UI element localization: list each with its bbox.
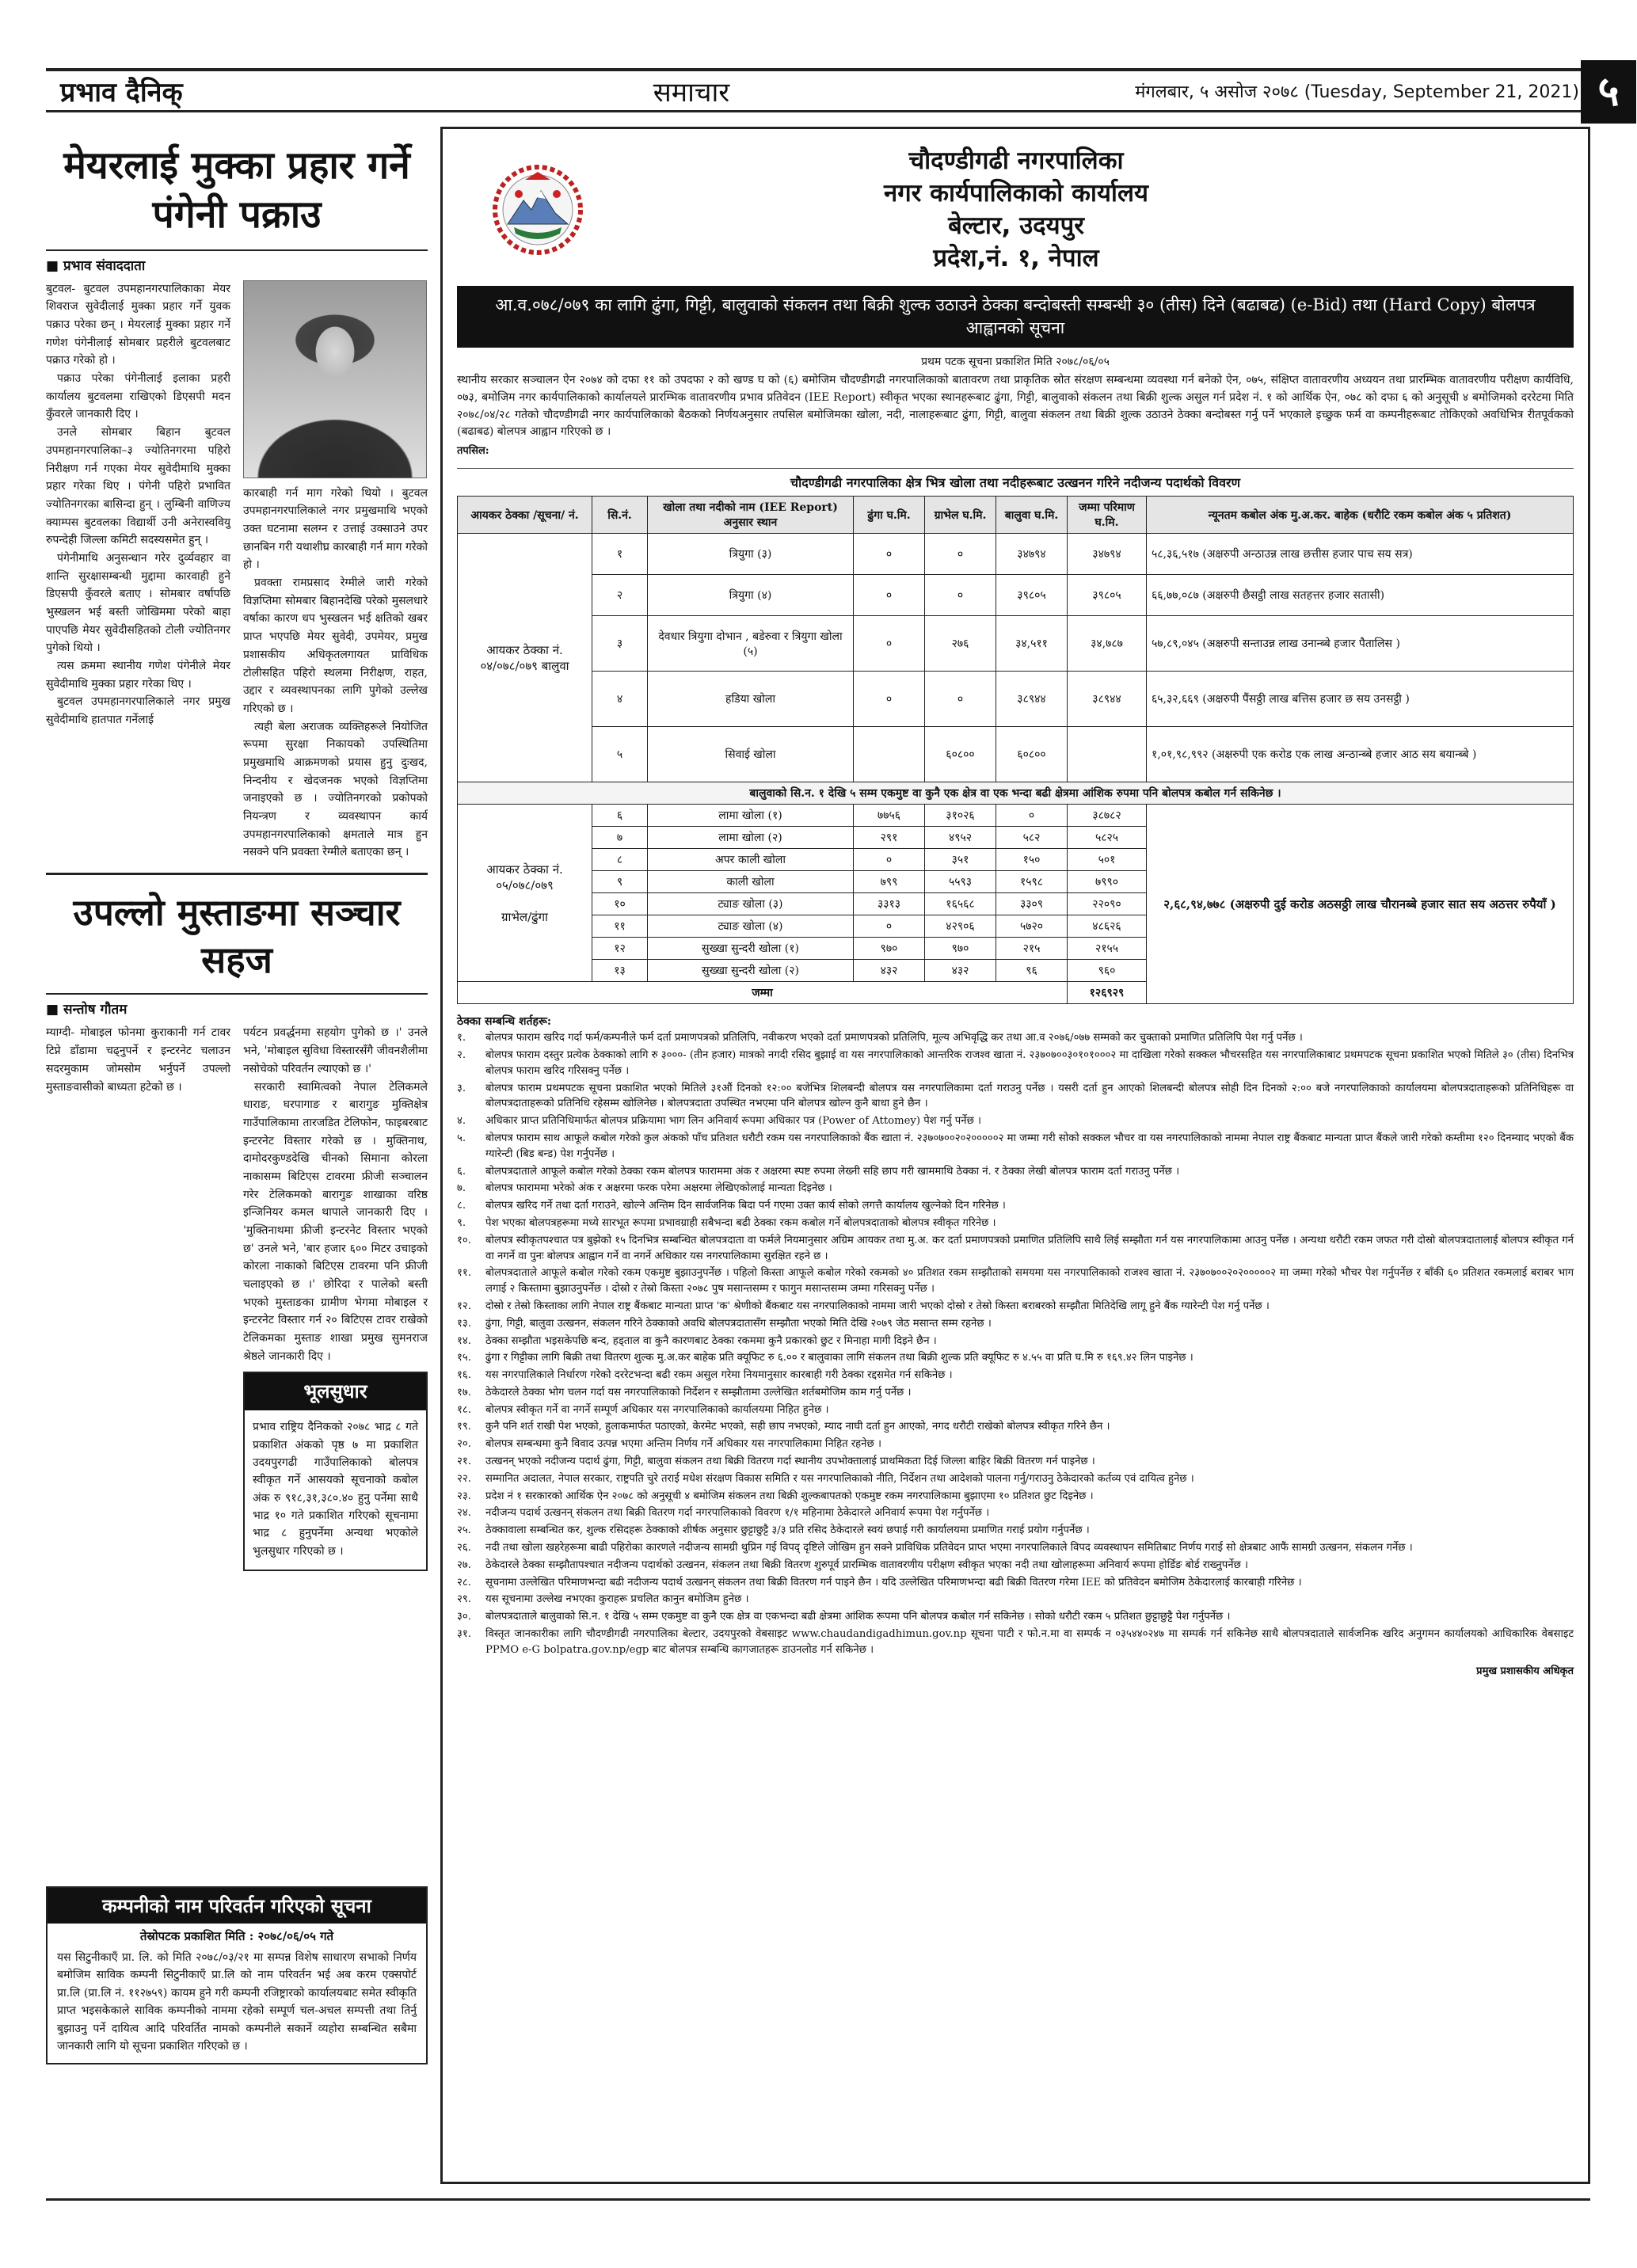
table-cell: ६ bbox=[592, 805, 648, 827]
table-cell: ट्याङ खोला (४) bbox=[648, 915, 854, 938]
table-cell: ६६,७७,०८७ (अक्षरुपी छैसट्ठी लाख सतहत्तर हजार सतासी) bbox=[1147, 575, 1574, 616]
group2-label-a: आयकर ठेक्का नं. ०५/०७८/०७९ bbox=[486, 862, 563, 892]
term-text: बोलपत्र फाराममा भरेको अंक र अक्षरमा फरक परेमा अक्षरमा लेखिएकोलाई मान्यता दिइनेछ । bbox=[485, 1182, 832, 1195]
table-row bbox=[458, 534, 1574, 575]
term-number: ९. bbox=[457, 1216, 466, 1229]
table-cell: ट्याङ खोला (३) bbox=[648, 893, 854, 915]
term-number: ८. bbox=[457, 1200, 466, 1212]
term-item bbox=[457, 1198, 1574, 1214]
story2-body bbox=[46, 1024, 428, 1571]
tender-header bbox=[457, 145, 1574, 275]
term-number: २३. bbox=[457, 1490, 471, 1502]
table-cell: १ bbox=[592, 534, 648, 575]
table-cell: ६०८०० bbox=[925, 727, 996, 782]
story2-col2 bbox=[243, 1024, 428, 1571]
table-cell: ७९९० bbox=[1068, 871, 1147, 893]
table-cell: ३ bbox=[592, 616, 648, 672]
tender-notice bbox=[440, 127, 1590, 2184]
paragraph: त्यस क्रममा स्थानीय गणेश पंगेनीले मेयर सुवेदीमाथि मुक्का प्रहार गरेका थिए । bbox=[46, 659, 230, 691]
table-cell: १,०१,९८,९९२ (अक्षरुपी एक करोड एक लाख अन्ठान्ब्बे हजार आठ सय बयान्ब्बे ) bbox=[1147, 727, 1574, 782]
table-cell: ४३२ bbox=[925, 960, 996, 982]
term-item bbox=[457, 1233, 1574, 1265]
table-cell: ० bbox=[996, 805, 1068, 827]
table-row bbox=[458, 727, 1574, 782]
table-cell: ९७० bbox=[854, 938, 925, 960]
total-value: १२६९२९ bbox=[1068, 982, 1147, 1004]
org-office: नगर कार्यपालिकाको कार्यालय bbox=[884, 178, 1148, 207]
term-item bbox=[457, 1609, 1574, 1625]
table-cell: २ bbox=[592, 575, 648, 616]
table-cell: ४ bbox=[592, 672, 648, 727]
term-text: बोलपत्रदाताले आफूले कबोल गरेको ठेक्का रकम बोलपत्र फाराममा अंक र अक्षरमा स्पष्ट रुपमा लेख्नी सहि छाप गरी खाममाथि ठेक्का नं. र ठेक्का लेखी बोलपत्र फाराम दर्ता गराउनु पर्नेछ । bbox=[485, 1165, 1180, 1178]
tender-title: आ.व.०७८/०७९ का लागि ढुंगा, गिट्टी, बालुवाको संकलन तथा बिक्री शुल्क उठाउने ठेक्का बन्दोबस्ती सम्बन्धी ३० (तीस) दिने (बढाबढ) (e-Bid) तथा (Hard Copy) बोलपत्र आह्वानको सूचना bbox=[457, 286, 1574, 348]
term-item bbox=[457, 1627, 1574, 1658]
term-text: दोस्रो र तेस्रो किस्ताका लागि नेपाल राष्ट्र बैंकबाट मान्यता प्राप्त 'क' श्रेणीको बैंकबाट यस नगरपालिकाको नाममा जारी भएको दोस्रो र तेस्रो किस्ता बराबरको सम्झौता मितिदेखि लागू हुने बैंक ग्यारेन्टी पेश गर्नु पर्नेछ । bbox=[485, 1300, 1270, 1312]
table-cell: १५० bbox=[996, 849, 1068, 871]
term-item bbox=[457, 1471, 1574, 1487]
tender-intro: स्थानीय सरकार सञ्चालन ऐन २०७४ को दफा ११ को उपदफा २ को खण्ड घ को (६) बमोजिम चौदण्डीगढी नगरपालिकाको बातावरण तथा प्राकृतिक स्रोत संरक्षण सम्बन्धमा व्यवस्था गर्न बनेको ऐन, ०७५, संक्षिप्त वातावरणीय अध्ययन तथा प्रारम्भिक वातावरणीय परीक्षण कार्यविधि, ०७३, बमोजिम नगर कार्यपालिकाको कार्यालयले प्रारम्भिक वातावरणीय प्रभाव प्रतिवेदन (IEE Report) स्वीकृत भएका स्थानहरूबाट ढुंगा, गिट्टी, बालुवाको संकलन तथा बिक्री शुल्क असुल गर्न प्रदेश नं. १ को आर्थिक ऐन, ०७८ को दफा ६ को अनुसूची ४ बमोजिमको दररेटमा मिति २०७८/०४/२८ गतेको चौदण्डीगढी नगर कार्यपालिकाको बैठकको निर्णयअनुसार तपसिल बमोजिमका खोला, नदी, नालाहरूबाट ढुंगा, गिट्टी, बालुवा संकलन तथा बिक्री शुल्क उठाउने ठेक्का बन्दोबस्त गर्नु पर्ने भएकाले इच्छुक फर्म वा कम्पनीहरूबाट तोकिएको अवधिभित्र रीतपूर्वकको (बढाबढ) बोलपत्र आह्वान गरिएको छ । bbox=[457, 374, 1574, 439]
term-item bbox=[457, 1489, 1574, 1505]
term-number: २७. bbox=[457, 1558, 471, 1571]
term-text: बोलपत्र खरिद गर्ने तथा दर्ता गराउने, खोल्ने अन्तिम दिन सार्वजनिक बिदा पर्न गएमा उक्त कार्य सोको लगत्तै कार्यालय खुल्नेको दिन गरिनेछ । bbox=[485, 1200, 1006, 1212]
paragraph: पर्यटन प्रवर्द्धनमा सहयोग पुगेको छ ।' उनले भने, 'मोबाइल सुविधा विस्तारसँगै जीवनशैलीमा नसोचेको परिवर्तन ल्याएको छ ।' bbox=[243, 1026, 428, 1075]
term-number: १९. bbox=[457, 1421, 471, 1433]
term-item bbox=[457, 1402, 1574, 1418]
table-cell: ४९५२ bbox=[925, 827, 996, 849]
term-text: बोलपत्र फाराम प्रथमपटक सूचना प्रकाशित भएको मितिले ३१औं दिनको १२:०० बजेभित्र शिलबन्दी बोलपत्र यस नगरपालिकामा दर्ता गराउनु पर्नेछ । यसरी दर्ता हुन आएको शिलबन्दी बोलपत्र सोही दिन दिनको २:०० बजे नगरपालिकाको कार्यालयमा बोलपत्रदाताहरूको प्रतिनिधिहरू वा बोलपत्रदाताहरूको प्रतिनिधि रहेसम्म खोलिनेछ । बोलपत्रदाता उपस्थित नभएमा पनि बोलपत्र खोल्न कुनै बाधा हुने छैन । bbox=[485, 1082, 1574, 1110]
table-cell: ४८६२६ bbox=[1068, 915, 1147, 938]
term-text: उत्खनन् भएको नदीजन्य पदार्थ ढुंगा, गिट्टी, बालुवा संकलन तथा बिक्री वितरण गर्दा स्थानीय उपभोक्तालाई प्राथमिकता दिई जिल्ला बाहिर बिक्री वितरण गर्न पाइनेछ । bbox=[485, 1456, 1095, 1468]
term-text: ठेकेदारले ठेक्का सम्झौतापश्चात नदीजन्य पदार्थको उत्खनन, संकलन तथा बिक्री वितरण शुरुपूर्व प्रारम्भिक वातावरणीय परीक्षण स्वीकृत भएका नदी तथा खोलाहरूमा अनिवार्य रूपमा होर्डिङ बोर्ड राख्नुपर्नेछ । bbox=[485, 1558, 1249, 1571]
term-text: बोलपत्र स्वीकृत गर्ने वा नगर्ने सम्पूर्ण अधिकार यस नगरपालिकाको कार्यालयमा निहित हुनेछ । bbox=[485, 1403, 829, 1416]
term-item bbox=[457, 1164, 1574, 1180]
story2-col1 bbox=[46, 1024, 230, 1571]
page-bottom-rule bbox=[46, 2198, 1590, 2201]
table-cell: लामा खोला (१) bbox=[648, 805, 854, 827]
column-header: न्यूनतम कबोल अंक मु.अ.कर. बाहेक (धरौटि रकम कबोल अंक ५ प्रतिशत) bbox=[1147, 497, 1574, 534]
table-cell: ६५,३२,६६९ (अक्षरुपी पैंसठ्ठी लाख बत्तिस हजार छ सय उनसट्ठी ) bbox=[1147, 672, 1574, 727]
table-row bbox=[458, 672, 1574, 727]
table-cell: ९६० bbox=[1068, 960, 1147, 982]
table-cell: ३३१३ bbox=[854, 893, 925, 915]
paragraph: म्याग्दी- मोबाइल फोनमा कुराकानी गर्न टावर टिप्ने डाँडामा चढ्नुपर्ने र इन्टरनेट चलाउन सदरमुकाम जोमसोम भर्नुपर्ने उपल्लो मुस्ताङवासीको बाध्यता हटेको छ । bbox=[46, 1026, 230, 1094]
table-cell: ३९८०५ bbox=[996, 575, 1068, 616]
table-row bbox=[458, 575, 1574, 616]
nepal-emblem-icon bbox=[490, 162, 585, 257]
term-number: १२. bbox=[457, 1300, 471, 1312]
table-cell bbox=[1068, 727, 1147, 782]
term-text: विस्तृत जानकारीका लागि चौदण्डीगढी नगरपालिका बेल्टार, उदयपुरको वेबसाइट www.chaudandigadhimun.gov.np सूचना पाटी र फो.न.मा वा सम्पर्क न ०३५४४०२४७ मा सम्पर्क गर्न सकिनेछ साथै बोलपत्रदाताले सार्वजनिक खरिद अनुगमन कार्यालयको आधिकारिक वेबसाइट PPMO e-G bolpatra.gov.np/egp बाट बोलपत्र सम्बन्धि कागजातहरू डाउनलोड गर्न सकिनेछ । bbox=[485, 1628, 1574, 1656]
table-cell: ० bbox=[854, 915, 925, 938]
term-number: १५. bbox=[457, 1352, 471, 1364]
term-number: २०. bbox=[457, 1438, 471, 1451]
table-cell: ९६ bbox=[996, 960, 1068, 982]
term-item bbox=[457, 1505, 1574, 1521]
term-item bbox=[457, 1558, 1574, 1574]
term-number: १७. bbox=[457, 1386, 471, 1398]
paragraph: पंगेनीमाथि अनुसन्धान गरेर दुर्व्यवहार वा शान्ति सुरक्षासम्बन्धी मुद्दामा कारवाही हुने डिएसपी कुँवरले बताए । सोमबार वर्षापछि भुस्खलन भई बस्ती जोखिममा परेको बाहा पाएपछि मेयर सुवेदीसहितको टोली ज्योतिनगर पुगेको थियो । bbox=[46, 551, 230, 655]
group2-label bbox=[458, 805, 592, 982]
table-cell: ३४७९४ bbox=[1068, 534, 1147, 575]
term-number: २. bbox=[457, 1048, 466, 1061]
org-name: चौदण्डीगढी नगरपालिका bbox=[908, 147, 1124, 175]
divider bbox=[46, 873, 428, 875]
table-cell: ७ bbox=[592, 827, 648, 849]
term-item bbox=[457, 1048, 1574, 1079]
term-text: यस सूचनामा उल्लेख नभएका कुराहरू प्रचलित कानुन बमोजिम हुनेछ । bbox=[485, 1593, 749, 1606]
table-cell: २१५५ bbox=[1068, 938, 1147, 960]
group2-label-b: ग्राभेल/ढुंगा bbox=[501, 909, 548, 924]
term-number: ४. bbox=[457, 1115, 466, 1128]
term-number: १०. bbox=[457, 1234, 471, 1246]
term-number: ३. bbox=[457, 1082, 466, 1094]
term-item bbox=[457, 1316, 1574, 1332]
term-item bbox=[457, 1299, 1574, 1315]
table-cell: देवधार त्रियुगा दोभान , बडेरुवा र त्रियुगा खोला (५) bbox=[648, 616, 854, 672]
term-text: बोलपत्र स्वीकृतपश्चात पत्र बुझेको १५ दिनभित्र सम्बन्धित बोलपत्रदाता वा फर्मले नियमानुसार अग्रिम आयकर तथा मु.अ. कर दर्ता प्रमाणपत्रको प्रमाणित प्रतिलिपि साथै लिई सम्झौता गर्न यस नगरपालिकामा आउनु पर्नेछ । अन्यथा धरौटी रकम जफत गरी दोस्रो बोलपत्रदातालाई बोलपत्र स्वीकृत गर्न वा नगर्ने वा पुनः बोलपत्र आह्वान गर्ने वा नगर्ने अधिकार यस नगरपालिकामा सुरक्षित रहने छ । bbox=[485, 1234, 1574, 1262]
term-number: २५. bbox=[457, 1524, 471, 1537]
term-number: ७. bbox=[457, 1182, 466, 1195]
mayor-attacker-photo bbox=[243, 280, 427, 478]
column-header: सि.नं. bbox=[592, 497, 648, 534]
table-cell: १५९८ bbox=[996, 871, 1068, 893]
table-cell: ० bbox=[925, 575, 996, 616]
term-item bbox=[457, 1419, 1574, 1435]
column-header: बालुवा घ.मि. bbox=[996, 497, 1068, 534]
terms-title: ठेक्का सम्बन्धि शर्तहरू: bbox=[457, 1015, 551, 1029]
paragraph: त्यही बेला अराजक व्यक्तिहरूले नियोजित रूपमा सुरक्षा निकायको उपस्थितिमा प्रमुखमाथि आक्रमणको प्रयास हुनु दुःखद, निन्दनीय र खेदजनक भएको विज्ञप्तिमा जनाइएको छ । ज्योतिनगरको प्रकोपको नियन्त्रण र व्यवस्थापन कार्य उपमहानगरपालिकाको क्षमताले मात्र हुन नसक्ने पनि प्रवक्ता रेग्मीले बताएका छन् । bbox=[243, 720, 428, 859]
term-number: २९. bbox=[457, 1593, 471, 1606]
term-text: ठेक्कावाला सम्बन्धित कर, शुल्क रसिदहरू ठेक्काको शीर्षक अनुसार छुट्टाछुट्टै ३/३ प्रति रसिद ठेकेदारले स्वयं छपाई गरी कार्यालयमा प्रमाणित गराई प्रयोग गर्नुपर्नेछ । bbox=[485, 1524, 1090, 1537]
total-label: जम्मा bbox=[458, 982, 1068, 1004]
term-item bbox=[457, 1181, 1574, 1197]
table-cell: ६०८०० bbox=[996, 727, 1068, 782]
correction-title: भूलसुधार bbox=[245, 1373, 426, 1410]
term-number: २२. bbox=[457, 1472, 471, 1485]
tender-organization bbox=[585, 145, 1447, 275]
term-number: २८. bbox=[457, 1576, 471, 1589]
tender-publish-date: प्रथम पटक सूचना प्रकाशित मिति २०७८/०६/०५ bbox=[921, 356, 1110, 369]
section-name: समाचार bbox=[653, 76, 730, 108]
table-cell: सिवाई खोला bbox=[648, 727, 854, 782]
term-text: पेश भएका बोलपत्रहरूमा मध्ये सारभूत रूपमा प्रभावग्राही सबैभन्दा बढी ठेक्का रकम कबोल गर्ने बोलपत्रदाताको बोलपत्र स्वीकृत गरिनेछ । bbox=[485, 1216, 996, 1229]
term-number: ३०. bbox=[457, 1611, 471, 1623]
table-cell: ५८,३६,५१७ (अक्षरुपी अन्ठाउन्न लाख छत्तीस हजार पाच सय सत्र) bbox=[1147, 534, 1574, 575]
table-cell: १० bbox=[592, 893, 648, 915]
story1-col2 bbox=[243, 280, 428, 862]
table-cell: सुख्खा सुन्दरी खोला (२) bbox=[648, 960, 854, 982]
term-number: २१. bbox=[457, 1456, 471, 1468]
table-cell: सुख्खा सुन्दरी खोला (१) bbox=[648, 938, 854, 960]
signature: प्रमुख प्रशासकीय अधिकृत bbox=[1476, 1665, 1574, 1677]
table-cell: ३४,७८७ bbox=[1068, 616, 1147, 672]
table-cell: ५७,८९,०४५ (अक्षरुपी सन्ताउन्न लाख उनान्ब्बे हजार पैतालिस ) bbox=[1147, 616, 1574, 672]
term-item bbox=[457, 1454, 1574, 1470]
terms-list bbox=[457, 1030, 1574, 1657]
paragraph: उनले सोमबार बिहान बुटवल उपमहानगरपालिका–३ ज्योतिनगरमा पहिरो निरीक्षण गर्न गएका मेयर सुवेदीमाथि मुक्का प्रहार गरेका थिए । पंगेनी पहिरो प्रभावित ज्योतिनगरका बासिन्दा हुन् । लुम्बिनी वाणिज्य क्याम्पस बुटवलका विद्यार्थी उनी अनेरास्ववियु रुपन्देही जिल्ला कमिटी सदस्यसमेत हुन् । bbox=[46, 426, 230, 547]
term-text: बोलपत्र फाराम साथ आफूले कबोल गरेको कुल अंकको पाँच प्रतिशत धरौटी रकम यस नगरपालिकाको बैंक खाता नं. २३७०७००२०२०००००२ मा जम्मा गरी सोको सक्कल भौचर वा यस नगरपालिकाको नाममा नेपाल राष्ट्र बैंकबाट मान्यता प्राप्त बैंकले जारी गरेको कम्तीमा १२० दिनम्याद भएको बैंक ग्यारेन्टी (बिड बन्ड) पेश गर्नुपर्नेछ । bbox=[485, 1132, 1574, 1160]
org-address: बेल्टार, उदयपुर bbox=[948, 211, 1084, 240]
term-text: ठेक्का सम्झौता भइसकेपछि बन्द, हड्ताल वा कुनै कारणबाट ठेक्का रकममा कुनै प्रकारको छुट र मिनाहा मागी दिइने छैन । bbox=[485, 1334, 937, 1347]
table-cell: ७९९ bbox=[854, 871, 925, 893]
table-cell: ३८७८२ bbox=[1068, 805, 1147, 827]
term-number: ५. bbox=[457, 1132, 466, 1144]
table-row bbox=[458, 805, 1574, 827]
table-cell: ५८२ bbox=[996, 827, 1068, 849]
term-number: २६. bbox=[457, 1542, 471, 1554]
story1-headline: मेयरलाई मुक्का प्रहार गर्ने पंगेनी पक्राउ bbox=[63, 143, 410, 238]
term-item bbox=[457, 1523, 1574, 1539]
masthead bbox=[46, 68, 1620, 116]
term-item bbox=[457, 1131, 1574, 1163]
term-item bbox=[457, 1575, 1574, 1591]
table-cell: ० bbox=[925, 672, 996, 727]
table-cell: ० bbox=[854, 616, 925, 672]
table-cell: ९७० bbox=[925, 938, 996, 960]
paragraph: बुटवल उपमहानगरपालिकाले नगर प्रमुख सुवेदीमाथि हातपात गर्नेलाई bbox=[46, 695, 230, 726]
correction-box bbox=[243, 1372, 428, 1571]
table-cell: ११ bbox=[592, 915, 648, 938]
term-number: १४. bbox=[457, 1334, 471, 1347]
table-cell: ५०१ bbox=[1068, 849, 1147, 871]
table-cell: ३५१ bbox=[925, 849, 996, 871]
term-text: यस नगरपालिकाले निर्धारण गरेको दररेटभन्दा बढी रकम असुल गरेमा नियमानुसार कारबाही गरी ठेक्का रद्दसमेत गर्न सकिनेछ । bbox=[485, 1369, 953, 1382]
table-cell: ५ bbox=[592, 727, 648, 782]
tender-table bbox=[457, 496, 1574, 1004]
term-text: ठेकेदारले ठेक्का भोग चलन गर्दा यस नगरपालिकाको निर्देशन र सम्झौतामा उल्लेखित शर्तबमोजिम काम गर्नु पर्नेछ । bbox=[485, 1386, 912, 1398]
table-cell: ४३२ bbox=[854, 960, 925, 982]
term-text: बोलपत्र फाराम दस्तुर प्रत्येक ठेक्काको लागि रु ३०००- (तीन हजार) मात्रको नगदी रसिद बुझाई वा यस नगरपालिकाको आन्तरिक राजश्व खाता नं. २३७०७००३०१०१०००२ मा दाखिला गरेको सक्कल भौचरसहित यस नगरपालिकाबाट प्रथमपटक सूचना प्रकाशित भएको मितिले ३० (तीस) दिनभित्र बोलपत्र फाराम खरिद गरिसक्नु पर्नेछ । bbox=[485, 1048, 1574, 1077]
table-cell: ० bbox=[854, 534, 925, 575]
term-number: १८. bbox=[457, 1403, 471, 1416]
issue-date: मंगलबार, ५ असोज २०७८ (Tuesday, September 21, 2021) bbox=[1135, 82, 1579, 102]
term-text: सूचनामा उल्लेखित परिमाणभन्दा बढी नदीजन्य पदार्थ उत्खनन् संकलन तथा बिक्री वितरण गर्न पाइने छैन । यदि उल्लेखित परिमाणभन्दा बढी बिक्री वितरण गरेमा IEE को प्रतिवेदन बमोजिम ठेकेदारलाई कारबाही गरिनेछ । bbox=[485, 1576, 1302, 1589]
table-cell: ० bbox=[925, 534, 996, 575]
tender-intro-tail: तपसिल: bbox=[457, 445, 489, 458]
term-text: सम्मानित अदालत, नेपाल सरकार, राष्ट्रपति चुरे तराई मधेश संरक्षण विकास समिति र यस नगरपालिकाको नीति, निर्देशन तथा आदेशको पालना गर्नु/गराउनु ठेकेदारको कर्तव्य एवं दायित्व हुनेछ । bbox=[485, 1472, 1194, 1485]
term-item bbox=[457, 1592, 1574, 1608]
table-cell: ० bbox=[854, 849, 925, 871]
column-header: ग्राभेल घ.मि. bbox=[925, 497, 996, 534]
table-cell: ० bbox=[854, 672, 925, 727]
term-item bbox=[457, 1216, 1574, 1231]
term-item bbox=[457, 1385, 1574, 1401]
table-note-row bbox=[458, 782, 1574, 805]
table-cell: १६५६८ bbox=[925, 893, 996, 915]
term-item bbox=[457, 1113, 1574, 1129]
paragraph: प्रवक्ता रामप्रसाद रेग्मीले जारी गरेको विज्ञप्तिमा सोमबार बिहानदेखि परेको मुसलधारे वर्षाका कारण धप भुस्खलन भई क्षतिको खबर प्राप्त भएपछि मेयर सुवेदी, उपमेयर, प्रमुख प्रशासकीय अधिकृतलगायत प्राविधिक टोलीसहित पहिरो स्थलमा निरीक्षण, राहत, उद्दार र व्यवस्थापनका लागि पुगेको उल्लेख गरिएको छ । bbox=[243, 577, 428, 715]
term-text: बोलपत्र सम्बन्धमा कुनै विवाद उत्पन्न भएमा अन्तिम निर्णय गर्ने अधिकार यस नगरपालिकामा निहित रहनेछ । bbox=[485, 1438, 881, 1451]
term-text: ढुंगा, गिट्टी, बालुवा उत्खनन, संकलन गरिने ठेक्काको अवधि बोलपत्रदातासँग सम्झौता भएको मिति देखि २०७९ जेठ मसान्त सम्म रहनेछ । bbox=[485, 1317, 992, 1330]
paragraph: कारबाही गर्न माग गरेको थियो । बुटवल उपमहानगरपालिकाले नगर प्रमुखमाथि भएको उक्त घटनामा सलग्न र उत्ताई उक्साउने उपर छानबिन गरी यथाशीघ्र कारबाही गर्न माग गरेको हो । bbox=[243, 486, 428, 572]
table-cell: ३८९४४ bbox=[996, 672, 1068, 727]
table-cell: १३ bbox=[592, 960, 648, 982]
term-item bbox=[457, 1368, 1574, 1383]
table-cell: ५७२० bbox=[996, 915, 1068, 938]
table-cell: ० bbox=[854, 575, 925, 616]
term-text: बोलपत्र फाराम खरिद गर्दा फर्म/कम्पनीले फर्म दर्ता प्रमाणपत्रको प्रतिलिपि, नवीकरण भएको दर्ता प्रमाणपत्रको प्रतिलिपि, मूल्य अभिवृद्धि कर तथा आ.व २०७६/०७७ सम्मको कर चुक्ताको प्रमाणित प्रतिलिपि पेश गर्नु पर्नेछ । bbox=[485, 1032, 1303, 1045]
term-item bbox=[457, 1334, 1574, 1349]
table-cell: २९१ bbox=[854, 827, 925, 849]
term-number: ११. bbox=[457, 1267, 471, 1280]
table-cell: लामा खोला (२) bbox=[648, 827, 854, 849]
story1-byline: ■ प्रभाव संवाददाता bbox=[46, 249, 428, 274]
column-header: जम्मा परिमाण घ.मि. bbox=[1068, 497, 1147, 534]
table-cell: २७६ bbox=[925, 616, 996, 672]
table-cell: २२०९० bbox=[1068, 893, 1147, 915]
term-item bbox=[457, 1540, 1574, 1556]
table-cell: ५८२५ bbox=[1068, 827, 1147, 849]
term-text: कुनै पनि शर्त राखी पेश भएको, हुलाकमार्फत पठाएको, केरमेट भएको, सही छाप नभएको, म्याद नाघी दर्ता हुन आएको, नगद धरौटी राखेको बोलपत्र स्वीकृत गरिने छैन । bbox=[485, 1421, 1110, 1433]
mid-note: बालुवाको सि.न. १ देखि ५ सम्म एकमुष्ट वा कुनै एक क्षेत्र वा एक भन्दा बढी क्षेत्रमा आंशिक रुपमा पनि बोलपत्र कबोल गर्न सकिनेछ । bbox=[458, 782, 1574, 805]
story2-headline: उपल्लो मुस्ताङमा सञ्चार सहज bbox=[73, 890, 401, 981]
term-item bbox=[457, 1265, 1574, 1297]
group1-label: आयकर ठेक्का नं. ०४/०७८/०७९ बालुवा bbox=[458, 534, 592, 782]
table-cell: ३३०९ bbox=[996, 893, 1068, 915]
table-cell: ९ bbox=[592, 871, 648, 893]
table-cell: ८ bbox=[592, 849, 648, 871]
table-cell: काली खोला bbox=[648, 871, 854, 893]
term-text: प्रदेश नं १ सरकारको आर्थिक ऐन २०७८ को अनुसूची ४ बमोजिम संकलन तथा बिक्री शुल्कबापतको एकमुष्ट रकम नगरपालिकामा बुझाएमा १० प्रतिशत छुट दिइनेछ । bbox=[485, 1490, 1094, 1502]
page-number: ५ bbox=[1581, 60, 1636, 124]
table-cell: ३१०२६ bbox=[925, 805, 996, 827]
table-cell: ३४,५११ bbox=[996, 616, 1068, 672]
term-text: ढुंगा र गिट्टीका लागि बिक्री तथा वितरण शुल्क मु.अ.कर बाहेक प्रति क्यूफिट रु ६.०० र बालुवाका लागि संकलन तथा बिक्री शुल्क प्रति क्यूफिट रु ४.५५ वा प्रति घ.मि रु १६९.४२ लिन पाइनेछ । bbox=[485, 1352, 1193, 1364]
org-province: प्रदेश,नं. १, नेपाल bbox=[933, 243, 1099, 272]
column-header: आयकर ठेक्का /सूचना/ नं. bbox=[458, 497, 592, 534]
table-cell bbox=[854, 727, 925, 782]
table-cell: ७७५६ bbox=[854, 805, 925, 827]
term-text: बोलपत्रदाताले बालुवाको सि.न. १ देखि ५ सम्म एकमुष्ट वा कुनै एक क्षेत्र वा एकभन्दा बढी क्षेत्रमा आंशिक रूपमा पनि बोलपत्र कबोल गर्न सकिनेछ । सोको धरौटी रकम ५ प्रतिशत छुट्टाछुट्टै पेश गर्नुपर्नेछ । bbox=[485, 1611, 1231, 1623]
term-text: नदी तथा खोला खहरेहरूमा बाढी पहिरोका कारणले नदीजन्य सामग्री थुप्रिन गई विपद् दृष्टिले जोखिम हुन सक्ने प्राविधिक प्रतिवेदन प्राप्त भएमा नगरपालिकाले विपद व्यवस्थापन समितिबाट निर्णय गराई सो क्षेत्रबाट आफैं सामग्री उत्खनन, संकलन गर्नेछ । bbox=[485, 1542, 1413, 1554]
newspaper-brand: प्रभाव दैनिक् bbox=[60, 76, 183, 108]
term-number: १. bbox=[457, 1032, 466, 1045]
table-cell: ४२९०६ bbox=[925, 915, 996, 938]
table-cell: त्रियुगा (३) bbox=[648, 534, 854, 575]
news-column bbox=[46, 127, 428, 1571]
paragraph: पक्राउ परेका पंगेनीलाई इलाका प्रहरी कार्यालय बुटवलमा राखिएको डिएसपी मदन कुँवरले जानकारी दिए । bbox=[46, 372, 230, 421]
term-number: ३१. bbox=[457, 1628, 471, 1641]
name-change-date: तेस्रोपटक प्रकाशित मिति : २०७८/०६/०५ गते bbox=[139, 1929, 334, 1943]
table-cell: ५५९३ bbox=[925, 871, 996, 893]
term-number: १६. bbox=[457, 1369, 471, 1382]
term-text: बोलपत्रदाताले आफूले कबोल गरेको रकम एकमुष्ट बुझाउनुपर्नेछ । पहिलो किस्ता आफूले कबोल गरेको रकमको ४० प्रतिशत रकम सम्झौताको समयमा यस नगरपालिकाको राजश्व खाता नं. २३७०७००२०२०००००२ मा जम्मा गरेको भौचर पेश गर्नुपर्नेछ र बाँकी ६० प्रतिशत रकमलाई बराबर भाग लगाई २ किस्तामा बुझाउनुपर्नेछ । दोस्रो र तेस्रो किस्ता २०७८ पुष मसान्तसम्म र फागुन मसान्तसम्म जम्मा गरिसक्नु पर्नेछ । bbox=[485, 1267, 1574, 1296]
table-cell: १२ bbox=[592, 938, 648, 960]
term-item bbox=[457, 1030, 1574, 1046]
term-text: नदीजन्य पदार्थ उत्खनन् संकलन तथा बिक्री वितरण गर्दा नगरपालिकाको विवरण १/१ महिनामा ठेकेदारले अनिवार्य रूपमा पेश गर्नुपर्नेछ । bbox=[485, 1507, 990, 1520]
name-change-notice bbox=[46, 1886, 428, 2064]
table-cell: अपर काली खोला bbox=[648, 849, 854, 871]
table-row bbox=[458, 616, 1574, 672]
term-number: २४. bbox=[457, 1507, 471, 1520]
term-item bbox=[457, 1437, 1574, 1452]
term-number: १३. bbox=[457, 1317, 471, 1330]
table-title: चौदण्डीगढी नगरपालिका क्षेत्र भित्र खोला तथा नदीहरूबाट उत्खनन गरिने नदीजन्य पदार्थको विवरण bbox=[457, 468, 1574, 496]
term-text: अधिकार प्राप्त प्रतिनिधिमार्फत बोलपत्र प्रक्रियामा भाग लिन अनिवार्य रूपमा अधिकार पत्र (Power of Attomey) पेश गर्नु पर्नेछ । bbox=[485, 1115, 982, 1128]
column-header: ढुंगा घ.मि. bbox=[854, 497, 925, 534]
name-change-body: यस सिटुनीकाएँ प्रा. लि. को मिति २०७८/०३/२१ मा सम्पन्न विशेष साधारण सभाको निर्णय बमोजिम साविक कम्पनी सिटुनीकाएँ प्रा.लि को नाम परिवर्तन भई अब करम एक्सपोर्ट प्रा.लि (प्रा.लि नं. ११२७५९) कायम हुने गरी कम्पनी रजिष्ट्रारको कार्यालयबाट समेत स्वीकृति प्राप्त भइसकेकाले साविक कम्पनीको नाममा रहेको सम्पूर्ण चल-अचल सम्पत्ती तथा तिर्नु बुझाउनु पर्ने दायित्व आदि परिवर्तित नामको कम्पनीले सकार्ने व्यहोरा सम्बन्धित सबैमा जानकारी लागि यो सूचना प्रकाशित गरिएको छ । bbox=[57, 1951, 417, 2053]
term-number: ६. bbox=[457, 1165, 466, 1178]
column-header: खोला तथा नदीको नाम (IEE Report) अनुसार स्थान bbox=[648, 497, 854, 534]
table-cell: ३९८०५ bbox=[1068, 575, 1147, 616]
name-change-title: कम्पनीको नाम परिवर्तन गरिएको सूचना bbox=[48, 1888, 426, 1924]
story1-body bbox=[46, 280, 428, 862]
correction-body: प्रभाव राष्ट्रिय दैनिकको २०७८ भाद्र ८ गते प्रकाशित अंकको पृष्ठ ७ मा प्रकाशित उदयपुरगढी गाउँपालिकाको बोलपत्र स्वीकृत गर्ने आसयको सूचनाको कबोल अंक रु ९१८,३१,३८०.४० हुनु पर्नेमा साथै भाद्र १० गते प्रकाशित गरिएको सूचनामा भाद्र ८ हुनुपर्नेमा अन्यथा भएकोले भुलसुधार गरिएको छ । bbox=[253, 1421, 418, 1558]
table-cell: ३८९४४ bbox=[1068, 672, 1147, 727]
story2-byline: ■ सन्तोष गौतम bbox=[46, 993, 428, 1018]
table-header-row bbox=[458, 497, 1574, 534]
table-cell: ३४७९४ bbox=[996, 534, 1068, 575]
paragraph: बुटवल- बुटवल उपमहानगरपालिकाका मेयर शिवराज सुवेदीलाई मुक्का प्रहार गर्ने युवक पक्राउ परेका छन् । मेयरलाई मुक्का प्रहार गर्ने गणेश पंगेनीलाई सोमबार प्रहरीले बुटवलबाट पक्राउ गरेको हो । bbox=[46, 282, 230, 367]
story1-col1 bbox=[46, 280, 230, 862]
term-item bbox=[457, 1350, 1574, 1366]
paragraph: सरकारी स्वामित्वको नेपाल टेलिकमले धाराङ, घरपागाङ र बारागुङ मुक्तिक्षेत्र गाउँपालिकामा तारजडित टेलिफोन, फाइबरबाट इन्टरनेट विस्तार गरेको छ । मुक्तिनाथ, दामोदरकुण्डदेखि चीनको सिमाना कोरला नाकासम्म बिटिएस टावरमा फ्रीजी सञ्चालन गरेर टेलिकमको बारागुङ शाखाका वरिष्ठ इन्जिनियर कमल थापाले जानकारी दिए । 'मुक्तिनाथमा फ्रीजी इन्टरनेट विस्तार भएको छ' उनले भने, 'बार हजार ६०० मिटर उचाइको कोरला नाकाको बिटिएस टावरमा पनि फ्रीजी चलाइएको छ ।' छोरिदा र पालेको बस्ती भएको मुस्ताङका ग्रामीण भेगमा मोबाइल र इन्टरनेट विस्तार गर्न २० बिटिएस टावर राखेको टेलिकमका मुस्ताङ शाखा प्रमुख सुमनराज श्रेष्ठले जानकारी दिए । bbox=[243, 1080, 428, 1363]
group2-bid: २,६८,९४,७७८ (अक्षरुपी दुई करोड अठसठ्ठी लाख चौरानब्बे हजार सात सय अठत्तर रुपैयाँ ) bbox=[1147, 805, 1574, 1004]
table-cell: त्रियुगा (४) bbox=[648, 575, 854, 616]
table-cell: २१५ bbox=[996, 938, 1068, 960]
term-item bbox=[457, 1081, 1574, 1113]
table-cell: हडिया खोला bbox=[648, 672, 854, 727]
